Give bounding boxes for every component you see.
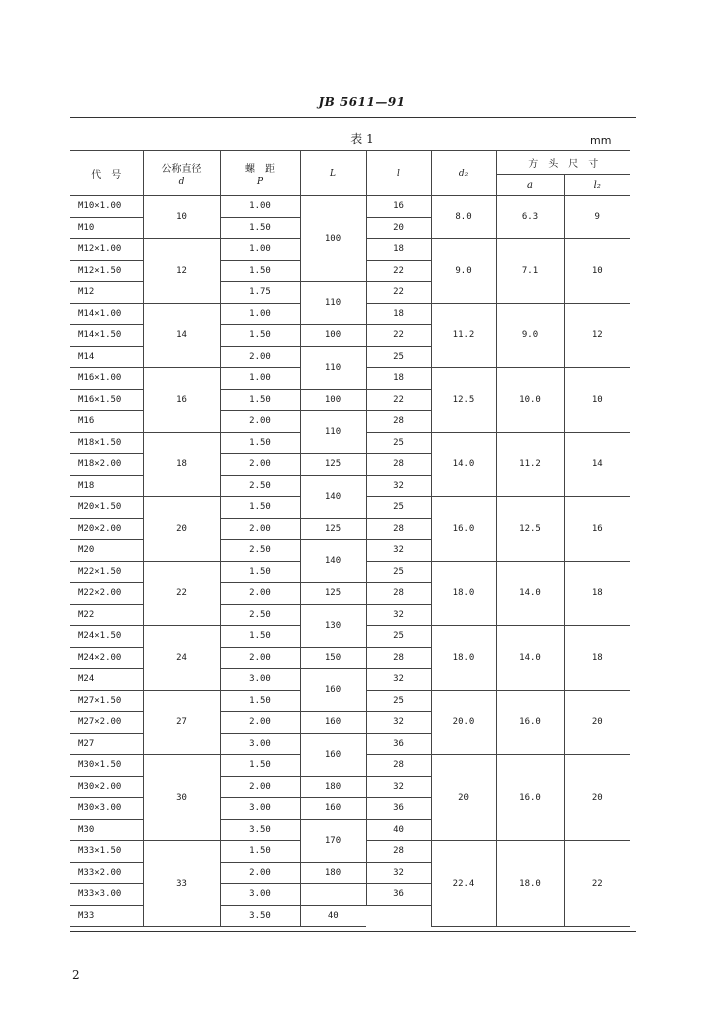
- cell-pitch: 1.50: [220, 260, 300, 282]
- cell-a: 9.0: [496, 303, 564, 368]
- cell-code: M18: [70, 475, 143, 497]
- cell-l: 32: [366, 712, 431, 734]
- cell-l: 18: [366, 303, 431, 325]
- cell-a: 14.0: [496, 561, 564, 626]
- cell-l2: 12: [564, 303, 630, 368]
- cell-l: 32: [366, 669, 431, 691]
- col-dz: d₂: [431, 151, 496, 196]
- cell-nominal: 10: [143, 196, 220, 239]
- cell-nominal: 16: [143, 368, 220, 433]
- cell-pitch: 2.00: [220, 583, 300, 605]
- cell-code: M12×1.00: [70, 239, 143, 261]
- footer-rule: [70, 931, 636, 932]
- cell-l2: 14: [564, 432, 630, 497]
- cell-pitch: 3.50: [220, 819, 300, 841]
- cell-code: M12×1.50: [70, 260, 143, 282]
- cell-l: 32: [366, 540, 431, 562]
- cell-dz: 18.0: [431, 561, 496, 626]
- cell-nominal: 27: [143, 690, 220, 755]
- cell-l: 32: [366, 776, 431, 798]
- cell-pitch: 1.00: [220, 303, 300, 325]
- cell-a: 16.0: [496, 690, 564, 755]
- cell-pitch: 1.50: [220, 432, 300, 454]
- cell-L: 180: [300, 862, 366, 884]
- cell-l: 28: [366, 518, 431, 540]
- cell-nominal: 33: [143, 841, 220, 927]
- cell-pitch: 2.00: [220, 776, 300, 798]
- page-number: 2: [72, 968, 80, 982]
- cell-l: 32: [366, 604, 431, 626]
- table-caption: 表 1: [350, 132, 374, 146]
- cell-L: 160: [300, 733, 366, 776]
- cell-code: M18×1.50: [70, 432, 143, 454]
- cell-l2: 20: [564, 755, 630, 841]
- standard-number: JB 5611—91: [318, 95, 406, 109]
- cell-pitch: 1.50: [220, 325, 300, 347]
- cell-pitch: 1.50: [220, 626, 300, 648]
- cell-pitch: 2.00: [220, 712, 300, 734]
- cell-a: 7.1: [496, 239, 564, 304]
- cell-code: M22×2.00: [70, 583, 143, 605]
- cell-dz: 18.0: [431, 626, 496, 691]
- cell-pitch: 1.50: [220, 389, 300, 411]
- cell-code: M27: [70, 733, 143, 755]
- cell-l2: 10: [564, 239, 630, 304]
- cell-l: 18: [366, 368, 431, 390]
- cell-a: 14.0: [496, 626, 564, 691]
- cell-code: M22: [70, 604, 143, 626]
- col-code: 代 号: [70, 151, 143, 196]
- cell-code: M10: [70, 217, 143, 239]
- cell-L: 110: [300, 411, 366, 454]
- cell-L: 130: [300, 604, 366, 647]
- cell-code: M10×1.00: [70, 196, 143, 218]
- col-nominal: 公称直径 d: [143, 151, 220, 196]
- cell-l2: 20: [564, 690, 630, 755]
- col-square-head: 方 头 尺 寸: [496, 151, 630, 175]
- table-unit: mm: [590, 134, 612, 147]
- cell-code: M22×1.50: [70, 561, 143, 583]
- cell-pitch: 2.00: [220, 518, 300, 540]
- cell-l: 32: [366, 475, 431, 497]
- cell-L: 170: [300, 819, 366, 862]
- cell-code: M24: [70, 669, 143, 691]
- cell-l: 28: [366, 411, 431, 433]
- cell-pitch: 1.50: [220, 690, 300, 712]
- cell-pitch: 1.50: [220, 561, 300, 583]
- cell-dz: 9.0: [431, 239, 496, 304]
- cell-L: 125: [300, 454, 366, 476]
- cell-a: 6.3: [496, 196, 564, 239]
- cell-dz: 12.5: [431, 368, 496, 433]
- cell-nominal: 22: [143, 561, 220, 626]
- cell-l: 36: [366, 798, 431, 820]
- cell-code: M33×3.00: [70, 884, 143, 906]
- cell-code: M14: [70, 346, 143, 368]
- cell-nominal: 30: [143, 755, 220, 841]
- cell-pitch: 1.50: [220, 497, 300, 519]
- cell-code: M27×1.50: [70, 690, 143, 712]
- cell-pitch: 3.00: [220, 733, 300, 755]
- cell-L: 180: [300, 776, 366, 798]
- cell-l: 36: [366, 884, 431, 906]
- cell-l2: 22: [564, 841, 630, 927]
- cell-pitch: 2.00: [220, 862, 300, 884]
- cell-l2: 18: [564, 626, 630, 691]
- cell-l: 25: [366, 346, 431, 368]
- cell-code: M30×3.00: [70, 798, 143, 820]
- cell-pitch: 2.00: [220, 647, 300, 669]
- cell-code: M30: [70, 819, 143, 841]
- cell-pitch: 2.50: [220, 540, 300, 562]
- cell-nominal: 18: [143, 432, 220, 497]
- col-pitch: 螺 距 P: [220, 151, 300, 196]
- table-row: [70, 196, 630, 218]
- cell-l: 22: [366, 282, 431, 304]
- cell-L: 100: [300, 325, 366, 347]
- cell-l: 36: [366, 733, 431, 755]
- cell-L: 150: [300, 647, 366, 669]
- cell-L: 100: [300, 389, 366, 411]
- cell-dz: 11.2: [431, 303, 496, 368]
- cell-l: 18: [366, 239, 431, 261]
- cell-code: M24×2.00: [70, 647, 143, 669]
- cell-dz: 14.0: [431, 432, 496, 497]
- cell-code: M33×2.00: [70, 862, 143, 884]
- cell-l: 25: [366, 690, 431, 712]
- cell-l: 28: [366, 647, 431, 669]
- cell-a: 16.0: [496, 755, 564, 841]
- cell-code: M18×2.00: [70, 454, 143, 476]
- cell-l: 22: [366, 325, 431, 347]
- cell-code: M16×1.00: [70, 368, 143, 390]
- cell-code: M20×1.50: [70, 497, 143, 519]
- cell-l: 22: [366, 260, 431, 282]
- header-rule: [70, 117, 636, 118]
- cell-l: 28: [366, 583, 431, 605]
- cell-code: M14×1.00: [70, 303, 143, 325]
- cell-pitch: 3.00: [220, 669, 300, 691]
- cell-l: 20: [366, 217, 431, 239]
- cell-code: M12: [70, 282, 143, 304]
- cell-L: 110: [300, 282, 366, 325]
- cell-pitch: 2.50: [220, 475, 300, 497]
- cell-l2: 18: [564, 561, 630, 626]
- cell-pitch: 1.50: [220, 755, 300, 777]
- cell-dz: 8.0: [431, 196, 496, 239]
- cell-l: 40: [300, 905, 366, 927]
- cell-code: M33×1.50: [70, 841, 143, 863]
- cell-L: 110: [300, 346, 366, 389]
- cell-pitch: 3.00: [220, 798, 300, 820]
- cell-nominal: 20: [143, 497, 220, 562]
- cell-dz: 22.4: [431, 841, 496, 927]
- cell-code: M24×1.50: [70, 626, 143, 648]
- cell-l: 25: [366, 561, 431, 583]
- cell-code: M14×1.50: [70, 325, 143, 347]
- cell-l2: 16: [564, 497, 630, 562]
- cell-nominal: 14: [143, 303, 220, 368]
- cell-L: 125: [300, 518, 366, 540]
- col-a: a: [496, 175, 564, 196]
- cell-L: 160: [300, 669, 366, 712]
- cell-pitch: 1.00: [220, 196, 300, 218]
- cell-l: 28: [366, 454, 431, 476]
- cell-pitch: 2.00: [220, 454, 300, 476]
- col-L: L: [300, 151, 366, 196]
- cell-code: M16: [70, 411, 143, 433]
- col-l2: l₂: [564, 175, 630, 196]
- cell-l: 32: [366, 862, 431, 884]
- cell-l: 28: [366, 755, 431, 777]
- cell-code: M20×2.00: [70, 518, 143, 540]
- cell-nominal: 12: [143, 239, 220, 304]
- cell-a: 10.0: [496, 368, 564, 433]
- cell-L: 125: [300, 583, 366, 605]
- cell-l: 25: [366, 497, 431, 519]
- cell-L: 140: [300, 475, 366, 518]
- cell-l: 28: [366, 841, 431, 863]
- cell-L: 160: [300, 798, 366, 820]
- cell-a: 18.0: [496, 841, 564, 927]
- cell-pitch: 1.00: [220, 239, 300, 261]
- cell-code: M33: [70, 905, 143, 927]
- cell-a: 11.2: [496, 432, 564, 497]
- cell-L: 140: [300, 540, 366, 583]
- cell-l: 25: [366, 626, 431, 648]
- cell-pitch: 3.00: [220, 884, 300, 906]
- cell-pitch: 1.50: [220, 841, 300, 863]
- cell-a: 12.5: [496, 497, 564, 562]
- cell-pitch: 1.00: [220, 368, 300, 390]
- cell-code: M16×1.50: [70, 389, 143, 411]
- cell-pitch: 1.50: [220, 217, 300, 239]
- cell-L: 100: [300, 196, 366, 282]
- cell-l: 25: [366, 432, 431, 454]
- cell-l: 22: [366, 389, 431, 411]
- cell-code: M30×1.50: [70, 755, 143, 777]
- cell-pitch: 1.75: [220, 282, 300, 304]
- cell-nominal: 24: [143, 626, 220, 691]
- cell-L: [300, 884, 366, 906]
- cell-l2: 10: [564, 368, 630, 433]
- cell-pitch: 2.00: [220, 411, 300, 433]
- cell-code: M30×2.00: [70, 776, 143, 798]
- cell-dz: 20.0: [431, 690, 496, 755]
- cell-l2: 9: [564, 196, 630, 239]
- cell-dz: 16.0: [431, 497, 496, 562]
- cell-l: 40: [366, 819, 431, 841]
- cell-dz: 20: [431, 755, 496, 841]
- thread-size-table: [70, 150, 630, 927]
- cell-pitch: 2.00: [220, 346, 300, 368]
- cell-pitch: 3.50: [220, 905, 300, 927]
- col-l: l: [366, 151, 431, 196]
- cell-l: 16: [366, 196, 431, 218]
- cell-code: M27×2.00: [70, 712, 143, 734]
- cell-pitch: 2.50: [220, 604, 300, 626]
- cell-L: 160: [300, 712, 366, 734]
- document-header: [0, 95, 724, 109]
- cell-code: M20: [70, 540, 143, 562]
